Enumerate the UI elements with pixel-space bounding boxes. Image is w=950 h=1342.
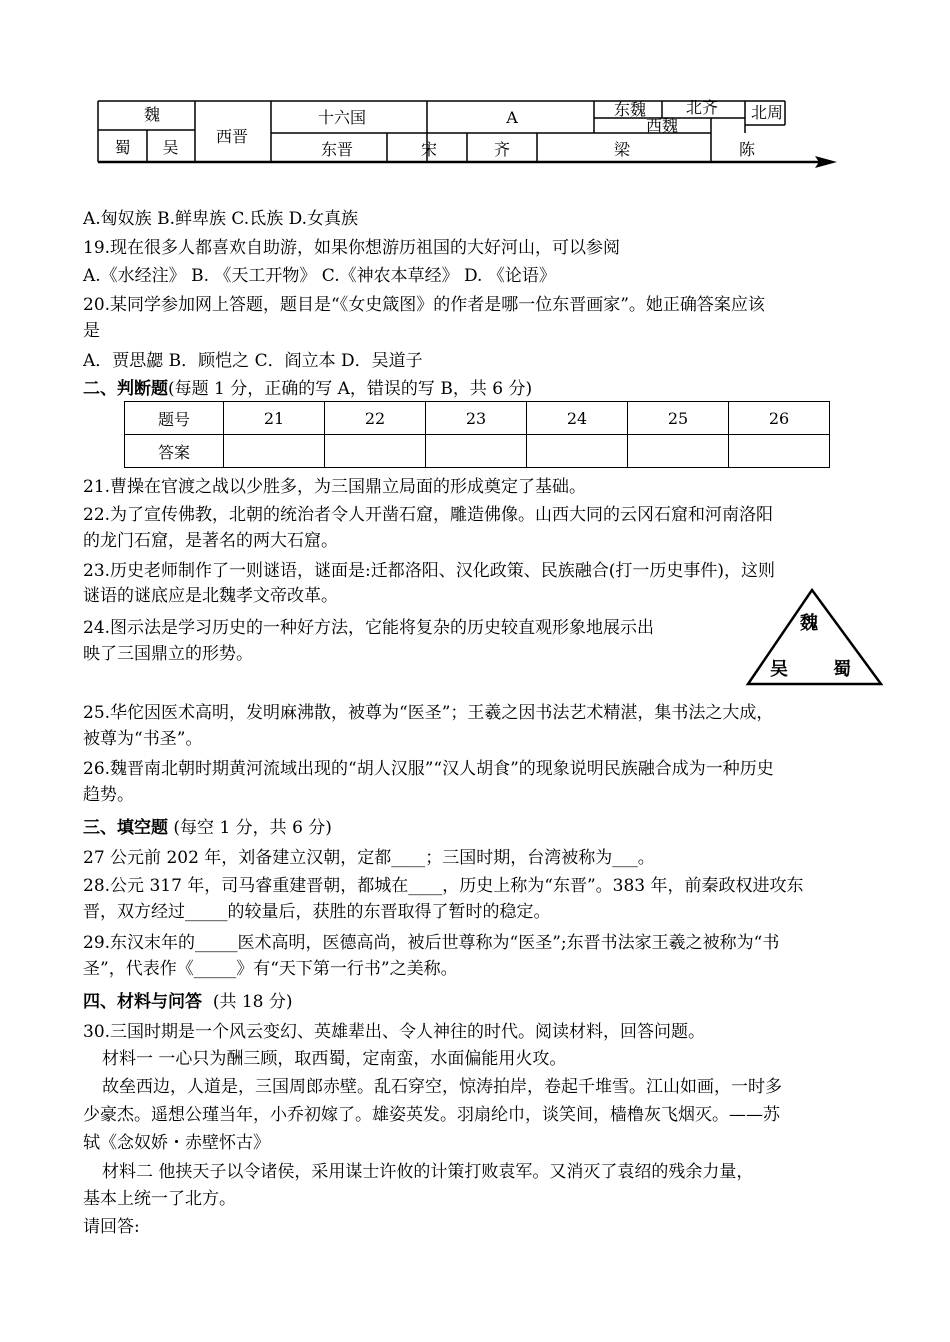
section2-title: 二、判断题 [83, 379, 168, 399]
three-kingdoms-triangle [745, 587, 885, 687]
q28-text-line1: 28.公元 317 年，司马睿重建晋朝，都城在____，历史上称为“东晋”。383 年，前秦政权进攻东 [83, 876, 804, 896]
q26-text-line1: 26.魏晋南北朝时期黄河流域出现的“胡人汉服”“汉人胡食”的现象说明民族融合成为一种历史 [83, 759, 774, 779]
ask-prompt: 请回答: [83, 1217, 140, 1237]
table-cell: 22 [325, 402, 426, 435]
timeline-xiwei: 西魏 [645, 116, 678, 135]
table-cell: 24 [527, 402, 628, 435]
timeline-sixteen-kingdoms: 十六国 [317, 108, 366, 127]
table-cell: 23 [426, 402, 527, 435]
section2-heading [83, 376, 532, 402]
timeline-dongjin: 东晋 [320, 140, 353, 159]
section3-heading [83, 815, 332, 841]
section4-note: (共 18 分) [212, 992, 293, 1012]
q20-text-line2: 是 [83, 321, 100, 341]
answer-cell-24[interactable] [527, 435, 628, 468]
material1-line2: 故垒西边，人道是，三国周郎赤壁。乱石穿空，惊涛拍岸，卷起千堆雪。江山如画，一时多 [102, 1077, 782, 1097]
timeline-liang: 梁 [613, 140, 630, 159]
q22-text-line1: 22.为了宣传佛教，北朝的统治者令人开凿石窟，雕造佛像。山西大同的云冈石窟和河南洛阳 [83, 505, 774, 525]
triangle-wu: 吴 [770, 659, 788, 680]
timeline-beizhou: 北周 [750, 103, 783, 122]
table-cell: 25 [628, 402, 729, 435]
q19-text: 19.现在很多人都喜欢自助游，如果你想游历祖国的大好河山，可以参阅 [83, 238, 621, 258]
answer-cell-23[interactable] [426, 435, 527, 468]
table-cell: 答案 [125, 435, 224, 468]
answer-cell-25[interactable] [628, 435, 729, 468]
q25-text-line2: 被尊为“书圣”。 [83, 729, 203, 749]
q30-text: 30.三国时期是一个风云变幻、英雄辈出、令人神往的时代。阅读材料，回答问题。 [83, 1022, 706, 1042]
timeline-wei: 魏 [143, 105, 160, 124]
q20-text-line1: 20.某同学参加网上答题，题目是“《女史箴图》的作者是哪一位东晋画家”。她正确答案应该 [83, 295, 765, 315]
q29-text-line2: 圣”，代表作《_____》有“天下第一行书”之美称。 [83, 959, 458, 979]
answer-cell-22[interactable] [325, 435, 426, 468]
timeline-qi: 齐 [493, 140, 510, 159]
timeline-shu: 蜀 [114, 138, 131, 157]
table-cell: 21 [224, 402, 325, 435]
section4-heading [83, 989, 293, 1015]
q20-options: A．贾思勰 B．顾恺之 C．阎立本 D．吴道子 [83, 351, 423, 371]
timeline-xijin: 西晋 [215, 127, 248, 146]
triangle-wei: 魏 [800, 613, 818, 634]
material1-line3: 少豪杰。遥想公瑾当年，小乔初嫁了。雄姿英发。羽扇纶巾，谈笑间，樯橹灰飞烟灭。——苏 [83, 1105, 780, 1125]
triangle-shu: 蜀 [833, 659, 851, 680]
material2-line1: 材料二 他挟天子以令诸侯，采用谋士许攸的计策打败袁军。又消灭了袁绍的残余力量， [102, 1162, 754, 1182]
answer-cell-26[interactable] [729, 435, 830, 468]
section2-note: (每题 1 分，正确的写 A，错误的写 B，共 6 分) [168, 379, 533, 399]
q24-text-line1: 24.图示法是学习历史的一种好方法，它能将复杂的历史较直观形象地展示出 [83, 618, 655, 638]
material1-line4: 轼《念奴娇・赤壁怀古》 [83, 1133, 270, 1153]
table-cell: 题号 [125, 402, 224, 435]
table-cell: 26 [729, 402, 830, 435]
q25-text-line1: 25.华佗因医术高明，发明麻沸散，被尊为“医圣”；王羲之因书法艺术精湛，集书法之大成， [83, 703, 774, 723]
section3-title: 三、填空题 [83, 818, 168, 838]
timeline-a: A [506, 108, 518, 127]
q21-text: 21.曹操在官渡之战以少胜多，为三国鼎立局面的形成奠定了基础。 [83, 477, 587, 497]
q18-options: A.匈奴族 B.鲜卑族 C.氐族 D.女真族 [83, 209, 359, 229]
timeline-dongwei: 东魏 [613, 100, 646, 119]
answer-cell-21[interactable] [224, 435, 325, 468]
judge-answer-table [124, 401, 830, 468]
q28-text-line2: 晋，双方经过_____的较量后，获胜的东晋取得了暂时的稳定。 [83, 902, 551, 922]
q27-text: 27 公元前 202 年，刘备建立汉朝，定都____；三国时期，台湾被称为___。 [83, 848, 655, 868]
timeline-wu: 吴 [162, 138, 179, 157]
timeline-chen: 陈 [738, 140, 755, 159]
material2-line2: 基本上统一了北方。 [83, 1189, 236, 1209]
triangle-shape [745, 587, 885, 687]
table-row [125, 402, 830, 435]
material1-line1: 材料一 一心只为酬三顾，取西蜀，定南蛮，水面偏能用火攻。 [102, 1049, 567, 1069]
q19-options: A.《水经注》 B. 《天工开物》 C.《神农本草经》 D. 《论语》 [83, 266, 556, 286]
section4-title: 四、材料与问答 [83, 992, 202, 1012]
timeline-beiqi: 北齐 [685, 98, 718, 117]
q23-text-line2: 谜语的谜底应是北魏孝文帝改革。 [83, 586, 338, 606]
section3-note: (每空 1 分，共 6 分) [173, 818, 332, 838]
table-row [125, 435, 830, 468]
q24-text-line2: 映了三国鼎立的形势。 [83, 644, 253, 664]
q29-text-line1: 29.东汉末年的_____医术高明，医德高尚，被后世尊称为“医圣”;东晋书法家王羲之被称为“书 [83, 933, 780, 953]
q23-text-line1: 23.历史老师制作了一则谜语，谜面是:迁都洛阳、汉化政策、民族融合(打一历史事件)，这则 [83, 561, 776, 581]
q26-text-line2: 趋势。 [83, 785, 134, 805]
timeline-song: 宋 [420, 140, 437, 159]
q22-text-line2: 的龙门石窟，是著名的两大石窟。 [83, 531, 338, 551]
dynasty-timeline [97, 100, 837, 170]
